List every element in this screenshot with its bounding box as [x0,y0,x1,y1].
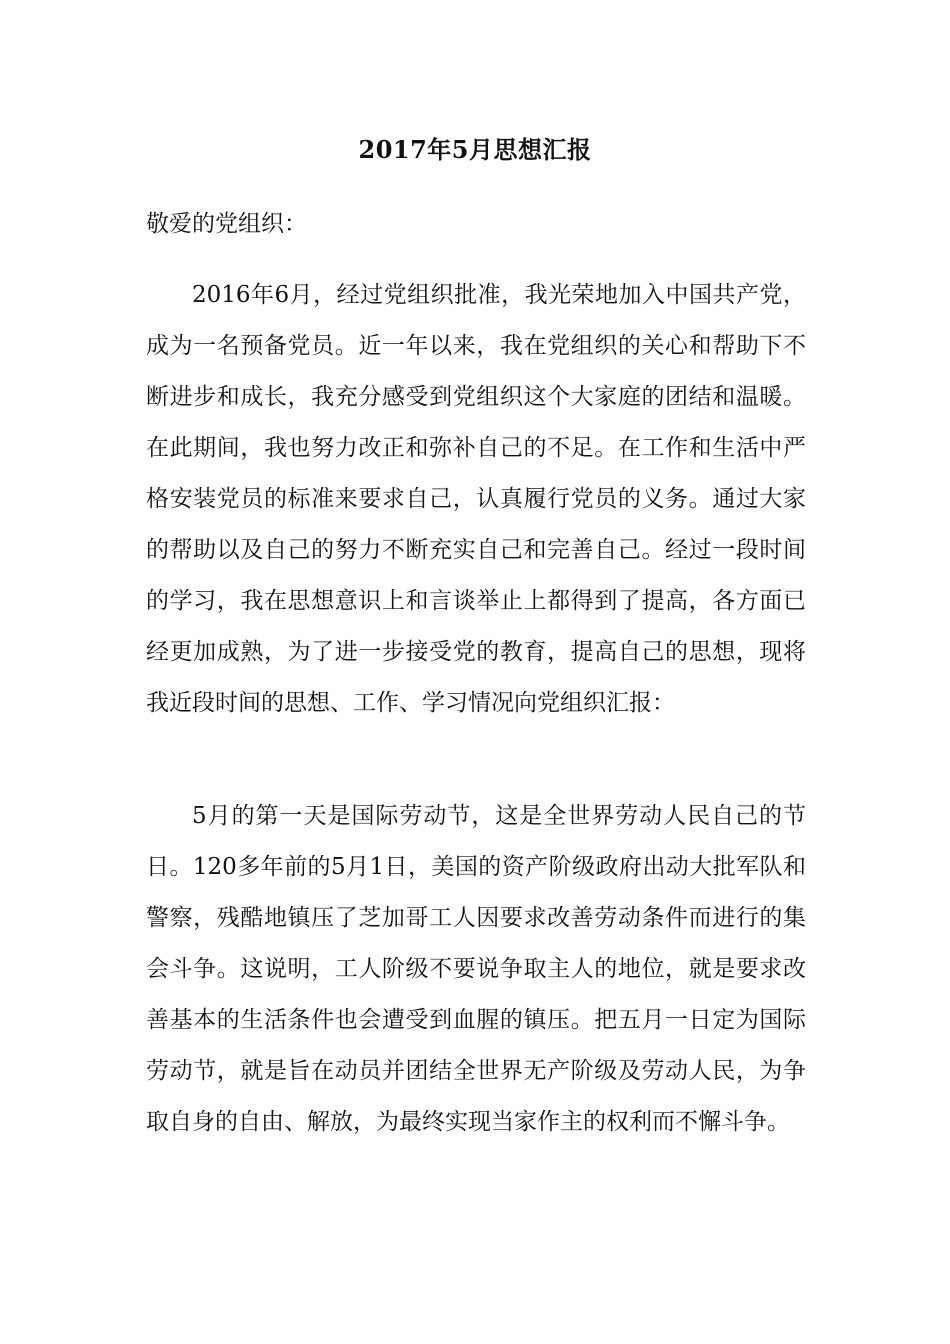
salutation: 敬爱的党组织： [146,211,307,237]
paragraph-1: 2016年6月，经过党组织批准，我光荣地加入中国共产党，成为一名预备党员。近一年以来，我在党组织的关心和帮助下不断进步和成长，我充分感受到党组织这个大家庭的团结和温暖。在此期间，我也努力改正和弥补自己的不足。在工作和生活中严格安装党员的标准来要求自己，认真履行党员的义务。通过大家的帮助以及自己的努力不断充实自己和完善自己。经过一段时间的学习，我在思想意识上和言谈举止上都得到了提高，各方面已经更加成熟，为了进一步接受党的教育，提高自己的思想，现将我近段时间的思想、工作、学习情况向党组织汇报： [146,282,806,716]
paragraph-2: 5月的第一天是国际劳动节，这是全世界劳动人民自己的节日。120多年前的5月1日，美国的资产阶级政府出动大批军队和警察，残酷地镇压了芝加哥工人因要求改善劳动条件而进行的集会斗争。这说明，工人阶级不要说争取主人的地位，就是要求改善基本的生活条件也会遭受到血腥的镇压。把五月一日定为国际劳动节，就是旨在动员并团结全世界无产阶级及劳动人民，为争取自身的自由、解放，为最终实现当家作主的权利而不懈斗争。 [146,803,806,1135]
document-title: 2017年5月思想汇报 [358,135,592,164]
